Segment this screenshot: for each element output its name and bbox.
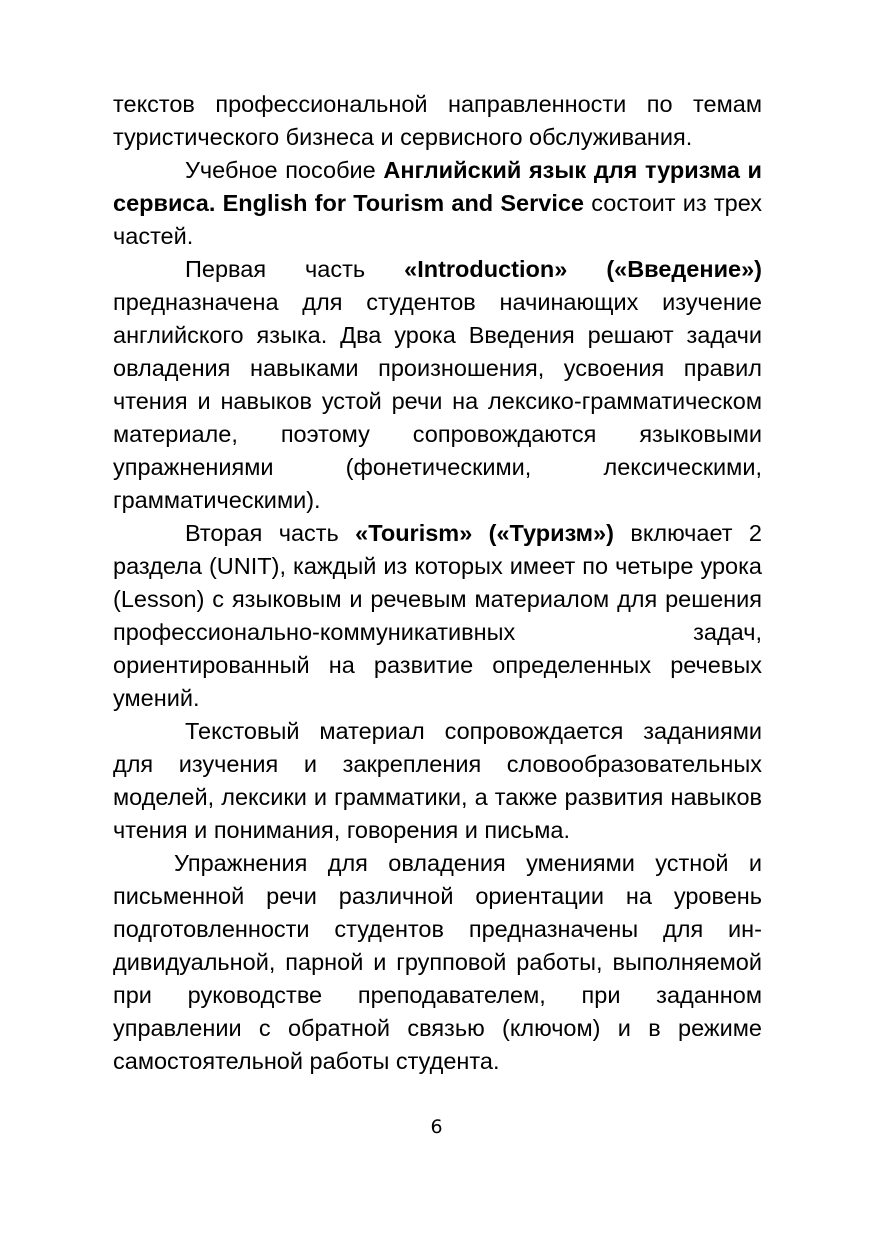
part-title-introduction: «Introduction» («Введение») bbox=[404, 256, 762, 282]
paragraph-part-introduction bbox=[113, 253, 762, 517]
paragraph-text: Учебное пособие bbox=[185, 157, 384, 183]
paragraph-text-material: Текстовый материал сопровождается заданиями для изучения и закрепления словообразовательных моделей, лексики и грамматики, а также развития навыков чтения и понимания, говорения и письма. bbox=[113, 718, 762, 843]
document-body bbox=[113, 88, 762, 1078]
paragraph-part-tourism bbox=[113, 517, 762, 715]
paragraph-text: включает 2 раздела (UNIT), каждый из которых имеет по четыре урока (Lesson) с языковым и речевым материалом для решения профессионально-коммуникативных задач, ориентированный на развитие определенных речевых умений. bbox=[113, 520, 763, 711]
paragraph-text: Первая часть bbox=[185, 256, 405, 282]
page-number: 6 bbox=[430, 1116, 443, 1138]
paragraph-exercises: Упражнения для овладения умениями устной и письменной речи различной ориентации на уровень подготовленности студентов предназначены для индивидуальной, парной и групповой работы, выполняемой при руководстве преподавателем, при заданном управлении с обратной связью (ключом) и в режиме самостоятельной работы студента. bbox=[113, 850, 762, 1074]
part-title-tourism: «Tourism» («Туризм») bbox=[355, 520, 614, 546]
textbook-title: Английский язык для туризма и сервиса. English for Tourism and Service bbox=[113, 157, 763, 216]
paragraph-text: состоит из трех частей. bbox=[113, 190, 763, 249]
paragraph-textbook-title bbox=[113, 154, 762, 253]
paragraph-text: предназначена для студентов начинающих изучение английского языка. Два урока Введения решают задачи овладения навыками произношения, усвоения правил чтения и навыков устой речи на лексико-грамматическом материале, поэтому сопровождаются языковыми упражнениями (фонетическими, лексическими, грамматическими). bbox=[113, 289, 762, 513]
paragraph-text: Вторая часть bbox=[185, 520, 356, 546]
paragraph-continuation: текстов профессиональной направленности по темам туристического бизнеса и сервисного обслуживания. bbox=[113, 91, 762, 150]
